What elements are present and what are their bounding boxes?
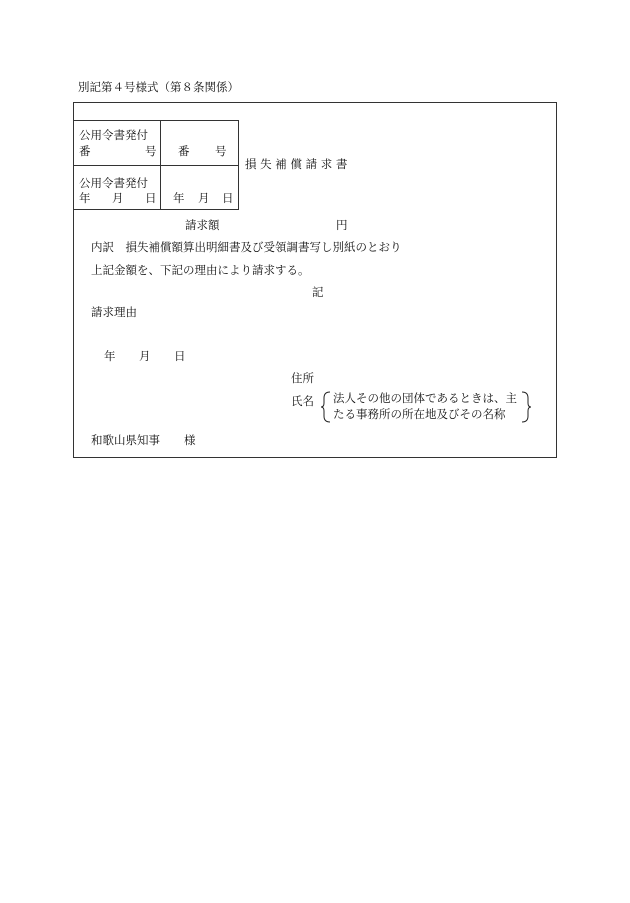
addressee-name: 和歌山県知事 [91,433,160,447]
statement-line: 上記金額を、下記の理由により請求する。 [91,263,310,277]
right-brace [522,392,531,422]
reason-label: 請求理由 [91,305,137,319]
amount-label: 請求額 [185,218,220,232]
date-day: 日 [174,349,186,363]
row2-label-month: 月 [112,191,124,205]
table-row-number [74,121,238,166]
ki-heading: 記 [312,285,324,299]
date-month: 月 [139,349,151,363]
row2-value-day: 日 [222,191,234,205]
issuance-table [73,120,239,210]
form-number-header: 別記第４号様式（第８条関係） [78,80,239,94]
address-label: 住所 [291,371,314,385]
form-title: 損 失 補 償 請 求 書 [245,157,348,171]
row1-label-go: 号 [145,144,157,158]
row2-label-day: 日 [145,191,157,205]
row2-value-year: 年 [173,191,185,205]
addressee-honorific: 様 [184,433,196,447]
row1-value-ban: 番 [178,144,190,158]
amount-unit: 円 [336,218,348,232]
breakdown-line: 内訳 損失補償額算出明細書及び受領調書写し別紙のとおり [91,240,402,254]
left-brace [321,392,330,422]
table-row-date [74,166,238,210]
row2-label-top: 公用令書発付 [79,176,148,190]
row2-label-year: 年 [79,191,91,205]
name-label: 氏名 [291,394,314,408]
date-year: 年 [104,349,116,363]
row1-label-top: 公用令書発付 [79,128,148,142]
note-line-2: たる事務所の所在地及びその名称 [333,407,506,421]
row1-value-go: 号 [215,144,227,158]
row1-label-ban: 番 [79,144,91,158]
row2-value-month: 月 [198,191,210,205]
note-line-1: 法人その他の団体であるときは、主 [333,391,517,405]
